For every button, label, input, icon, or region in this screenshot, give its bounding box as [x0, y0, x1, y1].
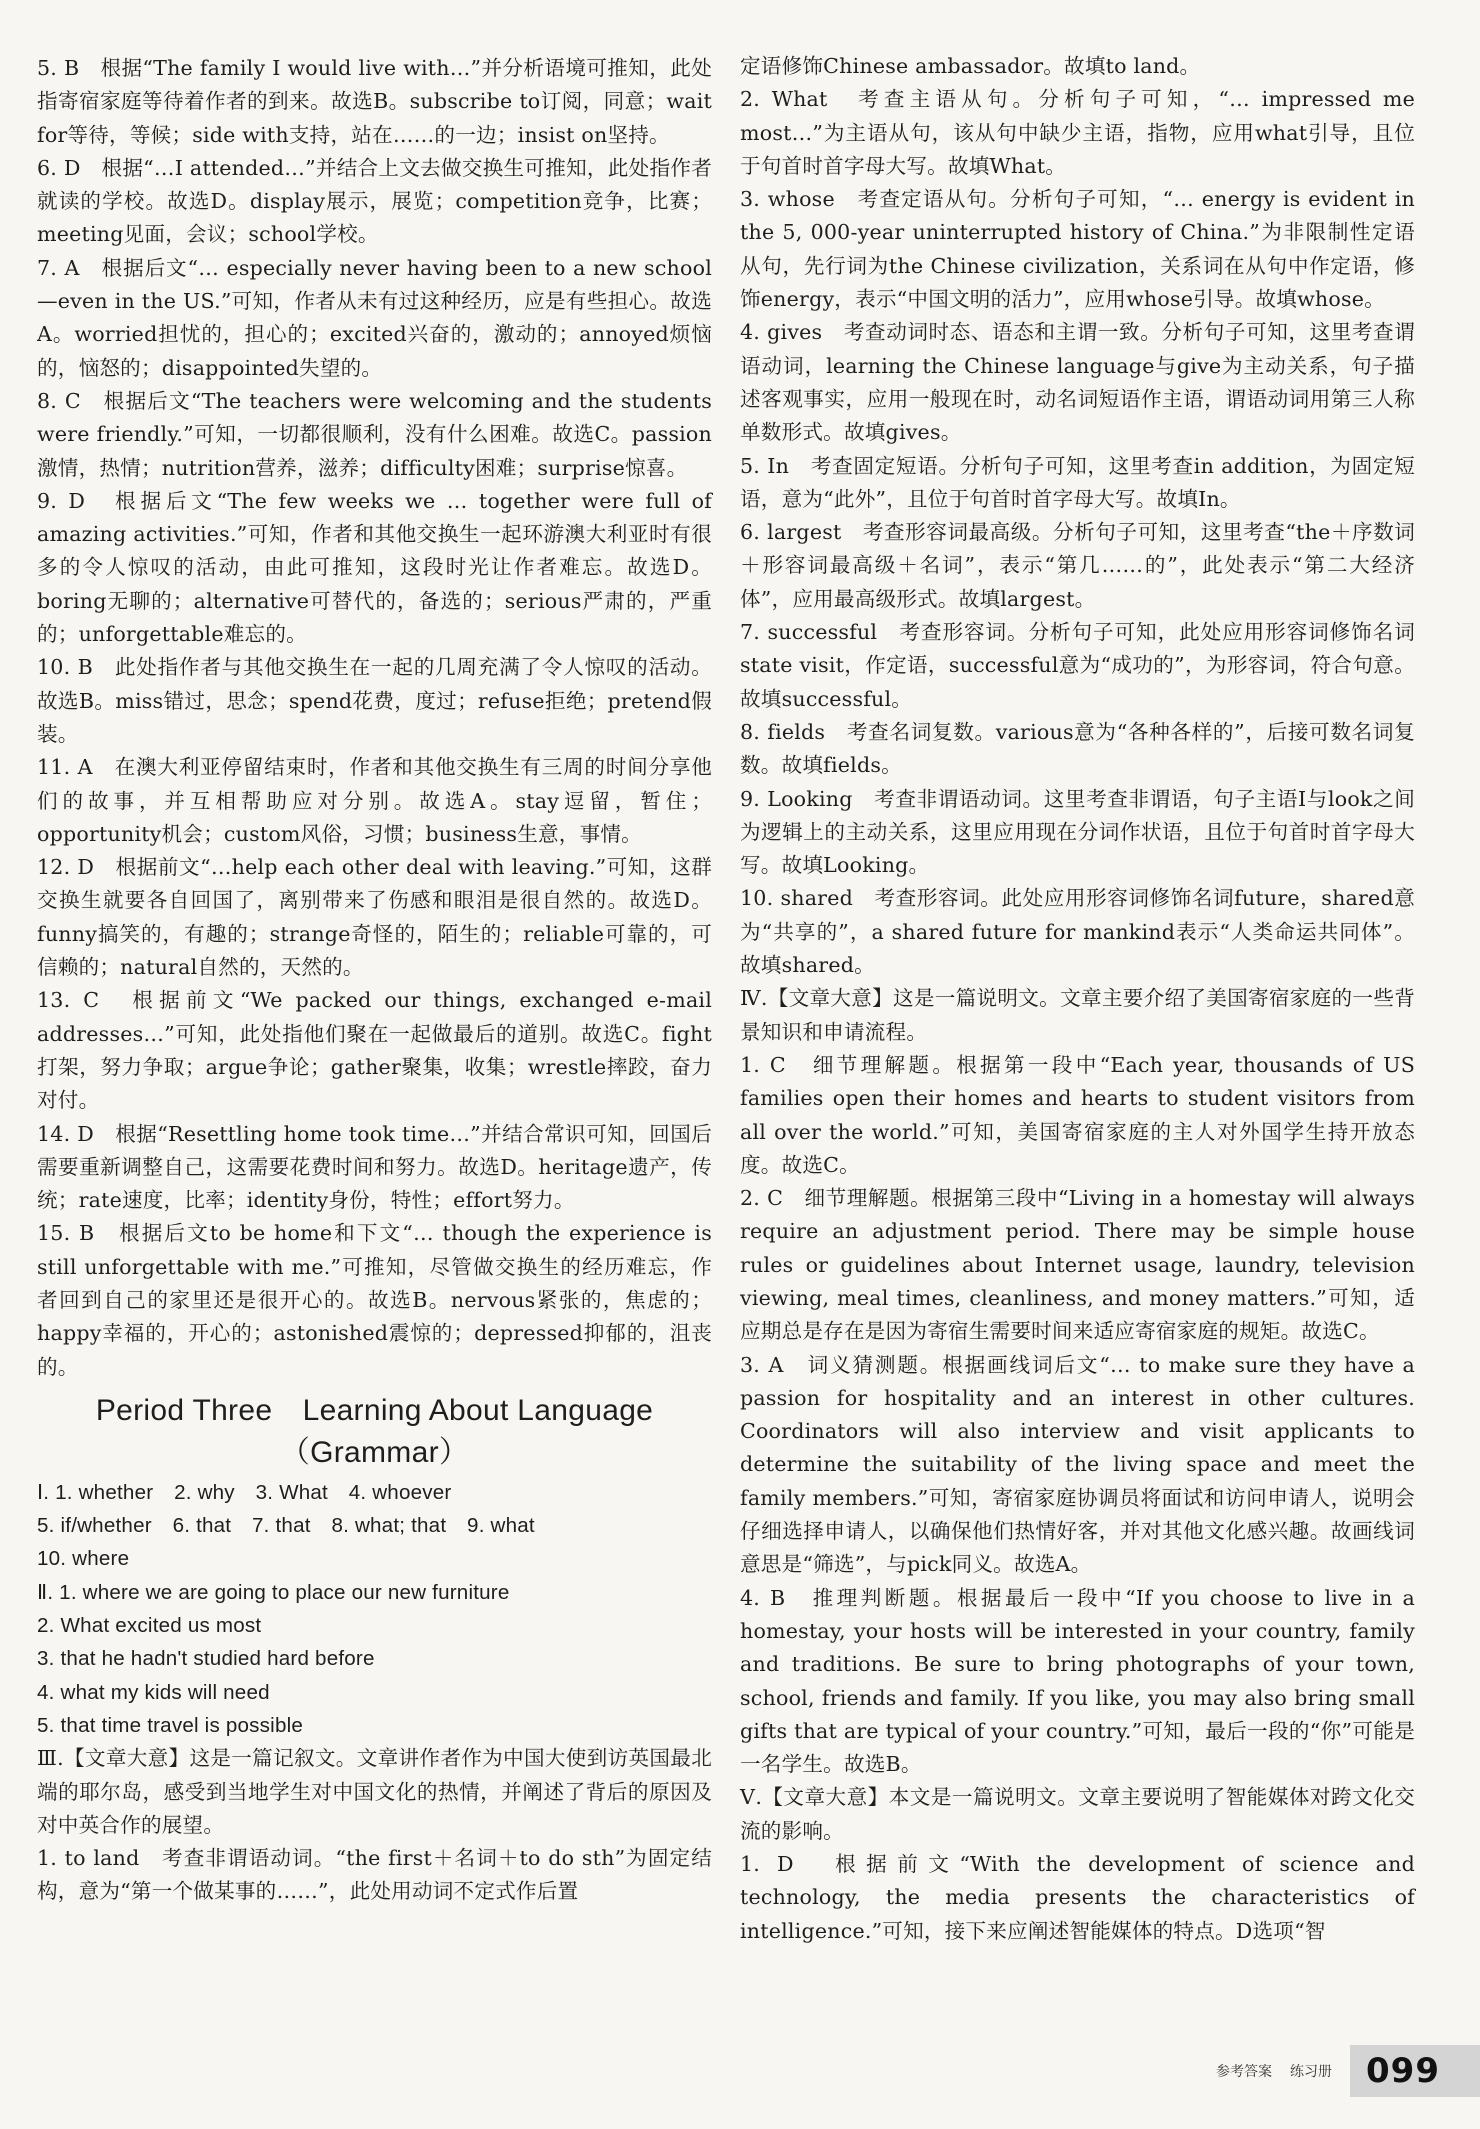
answer-paragraph: Ⅴ.【文章大意】本文是一篇说明文。文章主要说明了智能媒体对跨文化交流的影响。 [740, 1785, 1415, 1843]
answer-paragraph: 7. successful 考查形容词。分析句子可知，此处应用形容词修饰名词state visit，作定语，successful意为“成功的”，为形容词，符合句意。故填successful。 [740, 620, 1415, 711]
answer-list-left [37, 52, 712, 1384]
answer-paragraph: Ⅱ. 1. where we are going to place our new furniture [37, 1580, 510, 1604]
answer-paragraph: 11. A 在澳大利亚停留结束时，作者和其他交换生有三周的时间分享他们的故事，并互相帮助应对分别。故选A。stay逗留，暂住；opportunity机会；custom风俗，习惯；business生意，事情。 [37, 755, 712, 846]
answer-paragraph: 15. B 根据后文to be home和下文“… though the experience is still unforgettable with me.”可推知，尽管做交换生的经历难忘，作者回到自己的家里还是很开心的。故选B。nervous紧张的，焦虑的；happy幸福的，开心的；astonished震惊的；depressed抑郁的，沮丧的。 [37, 1221, 712, 1379]
answer-paragraph: Ⅰ. 1. whether 2. why 3. What 4. whoever [37, 1480, 452, 1504]
answer-paragraph: 5. In 考查固定短语。分析句子可知，这里考查in addition，为固定短语，意为“此外”，且位于句首时首字母大写。故填In。 [740, 453, 1415, 511]
right-column [740, 50, 1415, 1948]
answer-paragraph: 13. C 根据前文“We packed our things, exchanged e-mail addresses…”可知，此处指他们聚在一起做最后的道别。故选C。fight打架，努力争取；argue争论；gather聚集，收集；wrestle摔跤，奋力对付。 [37, 988, 712, 1113]
answer-paragraph: 2. What excited us most [37, 1614, 262, 1638]
answer-paragraph: 2. What 考查主语从句。分析句子可知，“… impressed me most…”为主语从句，该从句中缺少主语，指物，应用what引导，且位于句首时首字母大写。故填What。 [740, 87, 1415, 178]
footer-label-answers: 参考答案 [1216, 2064, 1273, 2080]
page-footer [1216, 2041, 1480, 2101]
answer-paragraph: 6. D 根据“…I attended…”并结合上文去做交换生可推知，此处指作者就读的学校。故选D。display展示，展览；competition竞争，比赛；meeting见面，会议；school学校。 [37, 155, 712, 247]
answer-paragraph: 5. if/whether 6. that 7. that 8. what; that 9. what [37, 1514, 535, 1538]
answer-paragraph: 4. gives 考查动词时态、语态和主谓一致。分析句子可知，这里考查谓语动词，learning the Chinese language与give为主动关系，句子描述客观事实，应用一般现在时，动名词短语作主语，谓语动词用第三人称单数形式。故填gives。 [740, 320, 1415, 445]
answer-paragraph: 3. whose 考查定语从句。分析句子可知，“… energy is evident in the 5, 000-year uninterrupted history of China.”为非限制性定语从句，先行词为the Chinese civilization，关系词在从句中作定语，修饰energy，表示“中国文明的活力”，应用whose引导。故填whose。 [740, 187, 1415, 312]
answer-paragraph: Ⅳ.【文章大意】这是一篇说明文。文章主要介绍了美国寄宿家庭的一些背景知识和申请流程。 [740, 986, 1415, 1044]
answer-paragraph: 定语修饰Chinese ambassador。故填to land。 [740, 54, 1201, 78]
answer-paragraph: 10. shared 考查形容词。此处应用形容词修饰名词future，shared意为“共享的”，a shared future for mankind表示“人类命运共同体”。故填shared。 [740, 886, 1415, 978]
answer-paragraph: 3. A 词义猜测题。根据画线词后文“… to make sure they have a passion for hospitality and an interest in other cultures. Coordinators will also interview and visit applicants to determine the suitability of the living space and meet the family members.”可知，寄宿家庭协调员将面试和访问申请人，说明会仔细选择申请人，以确保他们热情好客，并对其他文化感兴趣。故画线词意思是“筛选”，与pick同义。故选A。 [740, 1352, 1415, 1577]
answer-paragraph: 4. B 推理判断题。根据最后一段中“If you choose to live in a homestay, your hosts will be interested in your country, family and traditions. Be sure to bring photographs of your town, school, friends and family. If you like, you may also bring small gifts that are typical of your country.”可知，最后一段的“你”可能是一名学生。故选B。 [740, 1585, 1415, 1777]
answer-paragraph: 10. where [37, 1547, 130, 1571]
answer-paragraph: 10. B 此处指作者与其他交换生在一起的几周充满了令人惊叹的活动。故选B。miss错过，思念；spend花费，度过；refuse拒绝；pretend假装。 [37, 655, 712, 746]
section-title-line2: （Grammar） [279, 1435, 470, 1469]
answer-paragraph: 1. D 根据前文“With the development of science and technology, the media presents the characteristics of intelligence.”可知，接下来应阐述智能媒体的特点。D选项“智 [740, 1852, 1415, 1943]
answer-paragraph: 6. largest 考查形容词最高级。分析句子可知，这里考查“the＋序数词＋形容词最高级＋名词”，表示“第几……的”，此处表示“第二大经济体”，应用最高级形式。故填largest。 [740, 520, 1415, 611]
answer-paragraph: 3. that he hadn't studied hard before [37, 1647, 375, 1671]
answer-paragraph: Ⅲ.【文章大意】这是一篇记叙文。文章讲作者作为中国大使到访英国最北端的耶尔岛，感受到当地学生对中国文化的热情，并阐述了背后的原因及对中英合作的展望。 [37, 1746, 712, 1837]
answer-paragraph: 5. that time travel is possible [37, 1713, 304, 1737]
answer-paragraph: 9. Looking 考查非谓语动词。这里考查非谓语，句子主语I与look之间为逻辑上的主动关系，这里应用现在分词作状语，且位于句首时首字母大写。故填Looking。 [740, 786, 1415, 878]
answer-paragraph: 4. what my kids will need [37, 1680, 270, 1704]
answer-paragraph: 8. fields 考查名词复数。various意为“各种各样的”，后接可数名词复数。故填fields。 [740, 719, 1415, 778]
answer-paragraph: 14. D 根据“Resettling home took time…”并结合常识可知，回国后需要重新调整自己，这需要花费时间和努力。故选D。heritage遗产，传统；rate速度，比率；identity身份，特性；effort努力。 [37, 1121, 712, 1213]
answer-paragraph: 1. to land 考查非谓语动词。“the first＋名词＋to do sth”为固定结构，意为“第一个做某事的……”，此处用动词不定式作后置 [37, 1846, 712, 1904]
footer-label-workbook: 练习册 [1290, 2064, 1333, 2080]
page-number: 099 [1350, 2045, 1480, 2097]
section-title [37, 1390, 712, 1474]
grammar-answers [37, 1476, 712, 1742]
answer-paragraph: 7. A 根据后文“… especially never having been to a new school—even in the US.”可知，作者从未有过这种经历，应是有些担心。故选A。worried担忧的，担心的；excited兴奋的，激动的；annoyed烦恼的，恼怒的；disappointed失望的。 [37, 255, 712, 380]
answer-list-left-bottom [37, 1742, 712, 1908]
answer-paragraph: 1. C 细节理解题。根据第一段中“Each year, thousands of US families open their homes and hearts to student visitors from all over the world.”可知，美国寄宿家庭的主人对外国学生持开放态度。故选C。 [740, 1052, 1415, 1177]
left-column [37, 52, 712, 1909]
answer-paragraph: 8. C 根据后文“The teachers were welcoming and the students were friendly.”可知，一切都很顺利，没有什么困难。故选C。passion激情，热情；nutrition营养，滋养；difficulty困难；surprise惊喜。 [37, 388, 712, 480]
answer-paragraph: 12. D 根据前文“…help each other deal with leaving.”可知，这群交换生就要各自回国了，离别带来了伤感和眼泪是很自然的。故选D。funny搞笑的，有趣的；strange奇怪的，陌生的；reliable可靠的，可信赖的；natural自然的，天然的。 [37, 855, 712, 980]
section-title-line1: Period Three Learning About Language [95, 1393, 654, 1427]
answer-paragraph: 9. D 根据后文“The few weeks we … together were full of amazing activities.”可知，作者和其他交换生一起环游澳大利亚时有很多的令人惊叹的活动，由此可推知，这段时光让作者难忘。故选D。boring无聊的；alternative可替代的，备选的；serious严肃的，严重的；unforgettable难忘的。 [37, 488, 712, 647]
answer-list-right [740, 50, 1415, 1948]
answer-paragraph: 2. C 细节理解题。根据第三段中“Living in a homestay will always require an adjustment period. There may be simple house rules or guidelines about Internet usage, laundry, television viewing, meal times, cleanliness, and money matters.”可知，适应期总是存在是因为寄宿生需要时间来适应寄宿家庭的规矩。故选C。 [740, 1186, 1415, 1344]
answer-paragraph: 5. B 根据“The family I would live with…”并分析语境可推知，此处指寄宿家庭等待着作者的到来。故选B。subscribe to订阅，同意；wait for等待，等候；side with支持，站在……的一边；insist on坚持。 [37, 56, 712, 147]
